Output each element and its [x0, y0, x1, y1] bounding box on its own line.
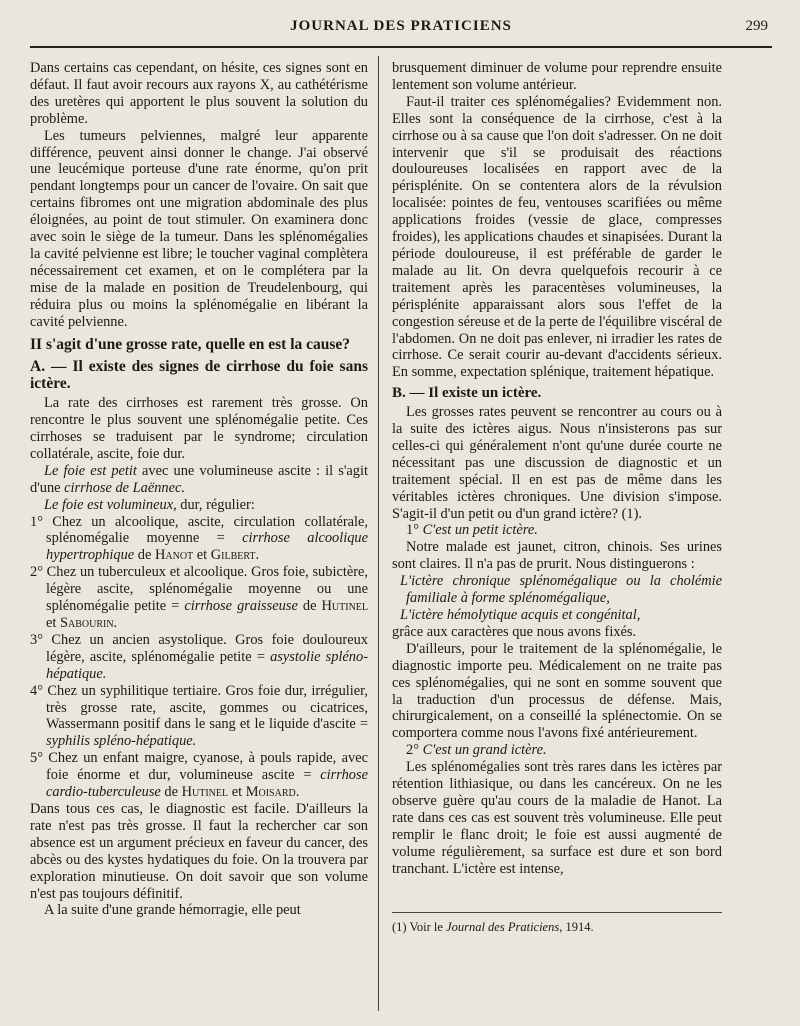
paragraph: Notre malade est jaunet, citron, chinois. Ses urines sont claires. Il n'a pas de prurit. Nous distinguerons : — [392, 539, 722, 573]
paragraph: Les tumeurs pelviennes, malgré leur apparente différence, peuvent ainsi donner le change. J'ai observé une leucémique porteuse d'une rate énorme, qu'on prit pendant longtemps pour un cancer de l'ovaire. On sait que certains fibromes ont une migration abdominale des plus éloignées, au point de tout stimuler. On examinera donc avec soin le siège de la tumeur. Dans les splénomégalies la cavité pelvienne est libre; le toucher vaginal complètera nécessairement cet examen, et on le complétera par la mise de la malade en position de Treudelenbourg, qui réduira plus ou moins la splénomégalie en libérant la cavité pelvienne. — [30, 127, 368, 330]
header-rule — [30, 46, 772, 48]
sub-heading: 2° C'est un grand ictère. — [406, 742, 547, 759]
paragraph: Les splénomégalies sont très rares dans les ictères par rétention lithiasique, ou dans les cancéreux. On ne les observe guère qu'au cours de la maladie de Hanot. La rate dans ces cas est souvent très volumineuse. Elle peut remplir le flanc droit; le foie est aussi augmenté de volume régulièrement, sa surface est dure et son bord tranchant. L'ictère est intense, — [392, 759, 722, 877]
paragraph: La rate des cirrhoses est rarement très grosse. On rencontre le plus souvent une splénomégalie petite. Ces cirrhoses se traduisent par le syndrome; circulation collatérale, ascite, foie dur. — [30, 395, 368, 462]
subsection-heading: A. — Il existe des signes de cirrhose du foie sans ictère. — [30, 358, 368, 393]
paragraph: Dans certains cas cependant, on hésite, ces signes sont en défaut. Il faut avoir recours aux rayons X, au cathétérisme des uretères qui apportent le plus souvent la solution du problème. — [30, 60, 368, 127]
page-number: 299 — [745, 18, 768, 34]
footnote: (1) Voir le Journal des Praticiens, 1914. — [392, 920, 594, 934]
column-divider — [378, 56, 379, 1011]
left-column — [30, 60, 368, 919]
paragraph: A la suite d'une grande hémorragie, elle peut — [44, 902, 301, 919]
list-item: 2° Chez un tuberculeux et alcoolique. Gros foie, subictère, légère ascite, splénomégalie moyenne ou une splénomégalie petite = cirrhose graisseuse de Hutinel et Sabourin. — [30, 564, 369, 631]
subsection-heading: B. — Il existe un ictère. — [392, 385, 542, 402]
paragraph: Les grosses rates peuvent se rencontrer au cours ou à la suite des ictères aigus. Nous n'insisterons pas sur celles-ci qui généralement n'ont qu'une durée courte ne nécessitant pas une discussion de diagnostic et un traitement spécial. Il en est pas de même dans les véritables ictères chroniques. Une division s'impose. S'agit-il d'un petit ou d'un grand ictère? (1). — [392, 404, 722, 522]
journal-title: JOURNAL DES PRATICIENS — [290, 18, 512, 34]
quote-line: L'ictère chronique splénomégalique ou la cholémie familiale à forme splénomégalique, — [400, 573, 722, 607]
paragraph — [30, 463, 368, 497]
list-item: 5° Chez un enfant maigre, cyanose, à pouls rapide, avec foie énorme et dur, volumineuse ascite = cirrhose cardio-tuberculeuse de Hutinel et Moisard. — [30, 750, 368, 801]
right-column — [392, 60, 722, 878]
italic-text: Le foie est volumineux, — [44, 496, 177, 513]
list-item: 4° Chez un syphilitique tertiaire. Gros foie dur, irrégulier, très grosse rate, ascite, gommes ou cicatrices, Wassermann positif dans le sang et le liquide d'ascite = syphilis spléno-hépatique. — [30, 682, 368, 750]
paragraph: Dans tous ces cas, le diagnostic est facile. D'ailleurs la rate n'est pas très grosse. Il faut la rechercher car son absence est un argument précieux en faveur du cancer, des abcès ou des kystes hydatiques du foie. On la trouvera par exploration minutieuse. On doit savoir que son volume n'est pas toujours définitif. — [30, 800, 368, 902]
italic-text: Le foie est petit — [44, 462, 137, 479]
list-item: 3° Chez un ancien asystolique. Gros foie douloureux légère, ascite, splénomégalie petite = asystolie spléno-hépatique. — [30, 631, 368, 682]
text: avec une volumineuse ascite : il s'agit d'une — [30, 462, 369, 496]
text: dur, régulier: — [176, 496, 255, 513]
sub-heading: 1° C'est un petit ictère. — [406, 522, 538, 539]
paragraph: grâce aux caractères que nous avons fixés. — [392, 623, 637, 640]
paragraph: D'ailleurs, pour le traitement de la splénomégalie, le diagnostic importe peu. Médicalement on ne traite pas ces splénomégalies, qui ne sont en somme souvent que la traduction d'un processus de défense. Mais, chirurgicalement, on a conseillé la splénectomie. On se comportera comme nous l'avons fixé antérieurement. — [392, 640, 722, 742]
italic-text: cirrhose de Laënnec. — [64, 479, 186, 496]
quote-line: L'ictère hémolytique acquis et congénital, — [400, 607, 641, 623]
paragraph: brusquement diminuer de volume pour reprendre ensuite lentement son volume antérieur. — [392, 60, 722, 93]
section-heading: II s'agit d'une grosse rate, quelle en est la cause? — [30, 335, 351, 353]
running-header — [30, 18, 772, 40]
paragraph — [30, 497, 368, 514]
list-item: 1° Chez un alcoolique, ascite, circulation collatérale, splénomégalie moyenne = cirrhose alcoolique hypertrophique de Hanot et Gilbert. — [30, 513, 368, 564]
footnote-rule — [392, 912, 722, 913]
paragraph: Faut-il traiter ces splénomégalies? Evidemment non. Elles sont la conséquence de la cirrhose, c'est à la cirrhose ou à sa cause que l'on doit s'adresser. On ne doit intervenir que s'il se produisait des réactions douloureuses localisées en rapport avec de la périsplénite. On se contentera alors de la révulsion localisée: pointes de feu, ventouses scarifiées ou même applications froides (vessie de glace, compresses froides), les applications chaudes et sinapisées. Durant la période douloureuse, il est préférable de garder le malade au lit. On devra quelquefois recourir à ce traitement après les paracentèses volumineuses, la périsplénite apparaissant alors sous l'effet de la congestion séreuse et de la perte de l'équilibre viscéral de l'abdomen. On ne doit pas enlever, ni irradier les rates de cirrhose. Ce serait courir au-devant d'accidents sérieux. En somme, expectation splénique, traitement hépatique. — [392, 93, 722, 381]
